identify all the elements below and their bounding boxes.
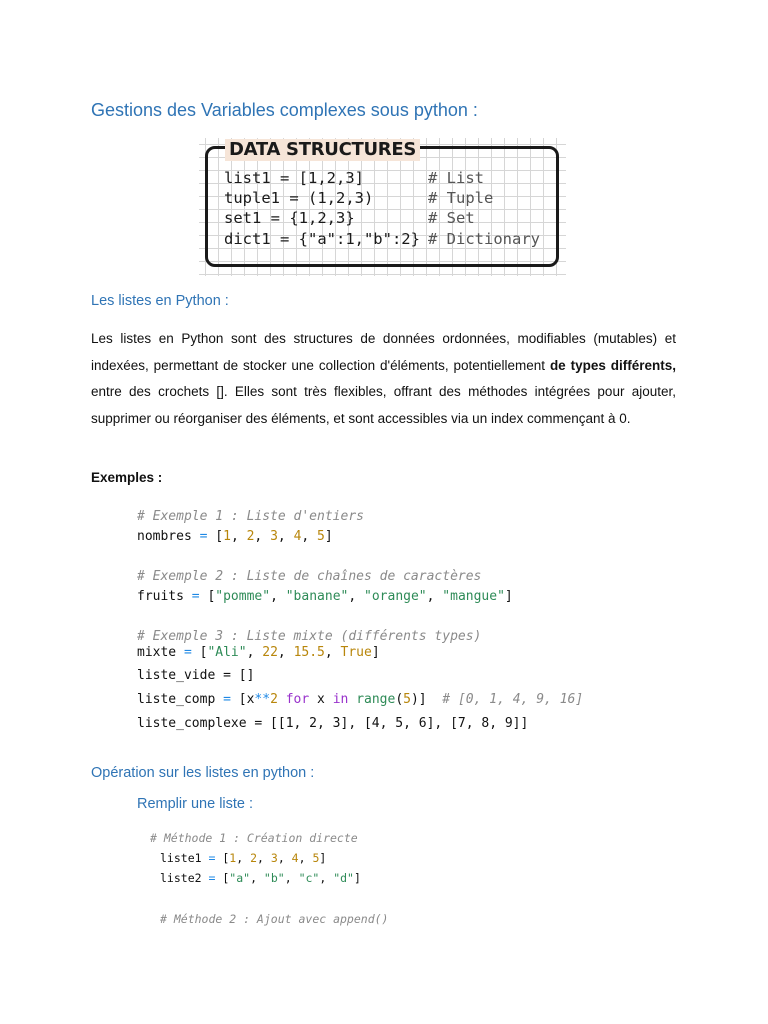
code-line-liste1: liste1 = [1, 2, 3, 4, 5] [160,851,327,865]
code-number: 2 [270,692,278,707]
figure-code-dict: dict1 = {"a":1,"b":2} [224,230,420,248]
code-number: 15.5 [293,645,325,660]
code-comment-methode1: # Méthode 1 : Création directe [150,831,358,845]
figure-code-tuple: tuple1 = (1,2,3) [224,189,374,207]
code-line-fruits: fruits = ["pomme", "banane", "orange", "mangue"] [137,589,513,604]
code-var: mixte [137,645,177,660]
figure-comment-dict: # Dictionary [428,230,540,248]
code-var: liste_comp [137,692,216,707]
code-comment-ex2: # Exemple 2 : Liste de chaînes de caractères [137,569,482,584]
code-var: fruits [137,589,184,604]
code-line-liste-comp: liste_comp = [x**2 for x in range(5)] # [0, 1, 4, 9, 16] [137,692,584,707]
figure-comment-tuple: # Tuple [428,189,494,207]
code-keyword-in: in [332,692,349,707]
page-title: Gestions des Variables complexes sous python : [91,100,478,120]
code-string: "a" [229,871,251,885]
code-line-nombres: nombres = [1, 2, 3, 4, 5] [137,529,333,544]
code-x: x [317,692,325,707]
code-builtin-range: range [356,692,396,707]
code-line-liste2: liste2 = ["a", "b", "c", "d"] [160,871,361,885]
code-x: x [246,692,255,707]
code-var: nombres [137,529,192,544]
code-comment-comp: # [0, 1, 4, 9, 16] [442,692,584,707]
code-number: 1 [229,851,237,865]
code-number: 5 [312,851,320,865]
figure-comment-list: # List [428,169,484,187]
examples-label: Exemples : [91,470,163,485]
subsection-heading-remplir: Remplir une liste : [137,796,254,812]
code-comment-methode2: # Méthode 2 : Ajout avec append() [160,912,389,926]
para-bold: de types différents, [549,357,676,373]
code-number: 5 [403,692,411,707]
code-line-mixte: mixte = ["Ali", 22, 15.5, True] [137,645,380,660]
code-comment-ex3: # Exemple 3 : Liste mixte (différents types) [137,629,482,644]
code-string: "mangue" [442,589,505,604]
code-boolean: True [340,645,372,660]
code-number: 4 [291,851,299,865]
code-number: 4 [293,529,302,544]
para-text-2: entre des crochets []. Elles sont très flexibles, offrant des méthodes intégrées pour ajouter, supprimer ou réorganiser des éléments, et sont accessibles via un index commençant à 0. [91,384,676,426]
code-string: "banane" [285,589,349,604]
code-var: liste1 [160,851,202,865]
figure-comment-set: # Set [428,209,475,227]
figure-code-list: list1 = [1,2,3] [224,169,364,187]
code-string: "c" [298,871,320,885]
code-number: 2 [246,529,255,544]
code-number: 3 [270,851,278,865]
code-keyword-for: for [285,692,310,707]
code-number: 22 [262,645,278,660]
code-string: "pomme" [215,589,271,604]
code-number: 2 [250,851,258,865]
section-heading-operations: Opération sur les listes en python : [91,765,315,781]
code-string: "orange" [364,589,427,604]
code-number: 3 [270,529,278,544]
code-pow: ** [254,692,271,707]
figure-code-set: set1 = {1,2,3} [224,209,355,227]
para-text-1: Les listes en Python sont des structures de données ordonnées, modifiables (mutables) et indexées, permettant de stocker une collection d'éléments, potentiellement [91,331,676,373]
code-string: "d" [333,871,354,885]
code-number: 1 [223,529,231,544]
code-number: 5 [317,529,325,544]
data-structures-figure [199,138,566,276]
code-var: liste2 [160,871,202,885]
section-heading-listes: Les listes en Python : [91,293,229,309]
code-line-liste-vide: liste_vide = [] [137,668,255,683]
intro-paragraph [91,326,676,432]
code-line-liste-complexe: liste_complexe = [[1, 2, 3], [4, 5, 6], [7, 8, 9]] [137,716,529,731]
code-comment-ex1: # Exemple 1 : Liste d'entiers [137,509,364,524]
code-string: "b" [263,871,285,885]
code-string: "Ali" [207,645,247,660]
figure-title: DATA STRUCTURES [225,139,420,161]
